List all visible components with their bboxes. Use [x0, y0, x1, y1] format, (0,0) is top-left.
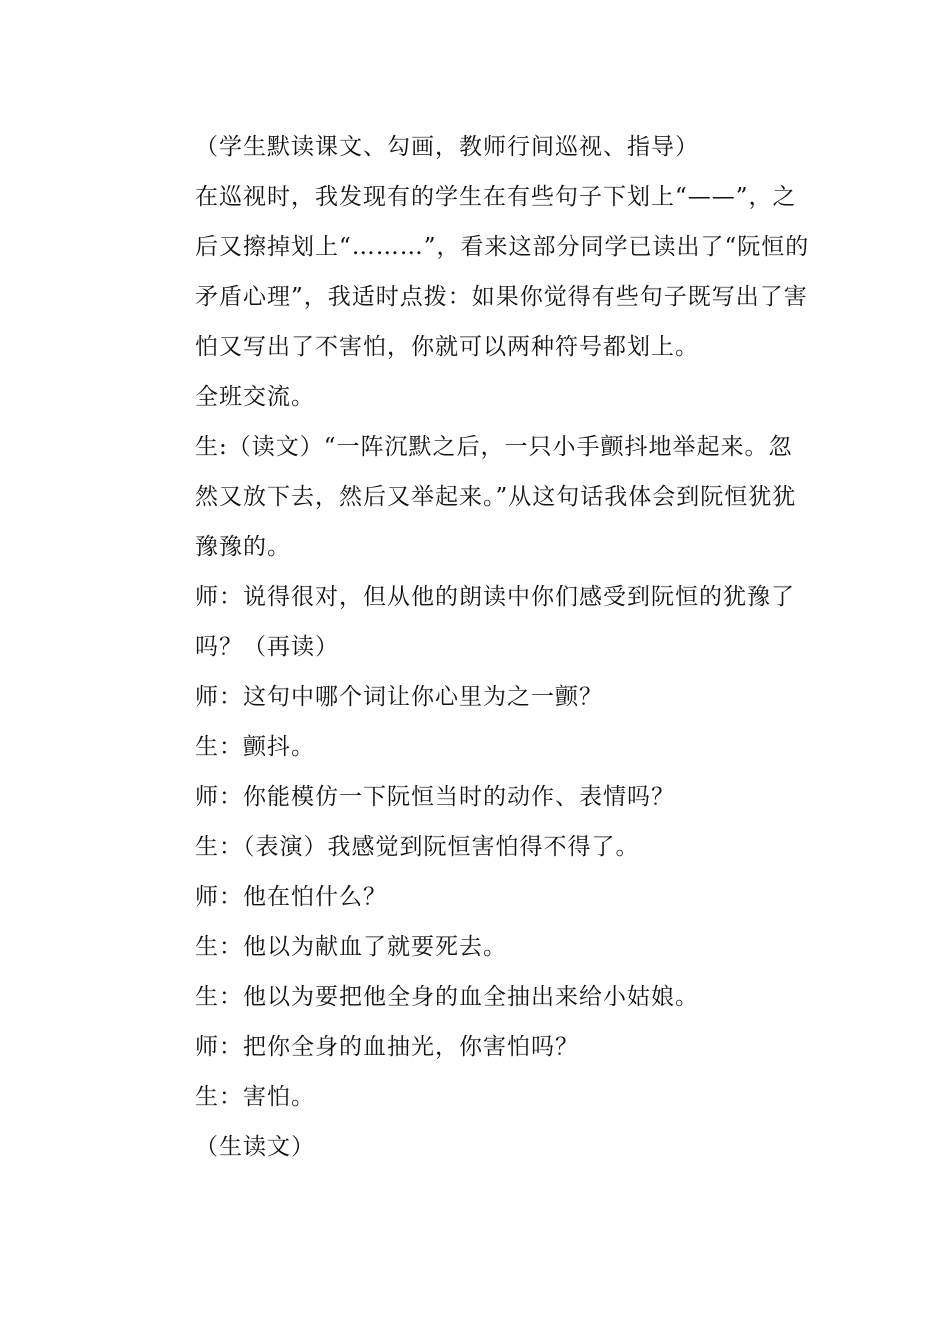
- teacher-line-paragraph: 师：把你全身的血抽光，你害怕吗？: [195, 1034, 579, 1060]
- stage-direction-paragraph: （学生默读课文、勾画，教师行间巡视、指导）: [195, 134, 699, 160]
- teacher-line-paragraph: 师：你能模仿一下阮恒当时的动作、表情吗？: [195, 784, 675, 810]
- teacher-line-paragraph: 师：他在怕什么？: [195, 884, 387, 910]
- class-exchange-paragraph: 全班交流。: [195, 384, 315, 410]
- student-line-paragraph: 生：颤抖。: [195, 734, 315, 760]
- student-line-paragraph: 生：害怕。: [195, 1084, 315, 1110]
- student-line-paragraph: 生：他以为要把他全身的血全抽出来给小姑娘。: [195, 984, 699, 1010]
- document-body: [195, 122, 815, 1172]
- teacher-line-paragraph: 师：这句中哪个词让你心里为之一颤？: [195, 684, 603, 710]
- student-line-paragraph: 生：（表演）我感觉到阮恒害怕得不得了。: [195, 834, 640, 860]
- narration-paragraph: 在巡视时，我发现有的学生在有些句子下划上“——”，之后又擦掉划上“………”，看来这部分同学已读出了“阮恒的矛盾心理”，我适时点拨：如果你觉得有些句子既写出了害怕又写出了不害怕，你就可以两种符号都划上。: [195, 184, 810, 360]
- student-reading-paragraph: 生:（读文）“一阵沉默之后，一只小手颤抖地举起来。忽然又放下去，然后又举起来。”从这句话我体会到阮恒犹犹豫豫的。: [195, 434, 797, 560]
- teacher-line-paragraph: 师：说得很对，但从他的朗读中你们感受到阮恒的犹豫了吗？（再读）: [195, 584, 795, 660]
- student-line-paragraph: 生：他以为献血了就要死去。: [195, 934, 507, 960]
- stage-direction-paragraph: （生读文）: [195, 1134, 315, 1160]
